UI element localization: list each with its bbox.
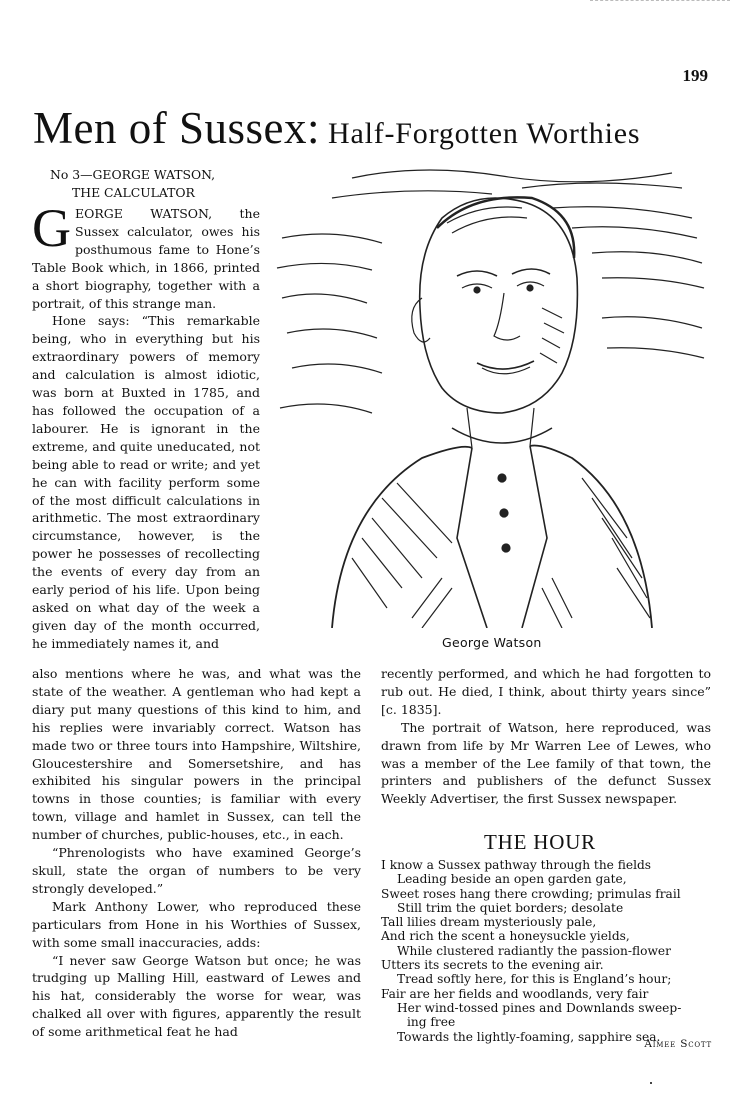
poem-line: And rich the scent a honeysuckle yields, (381, 929, 630, 944)
poem-title: THE HOUR (484, 830, 596, 854)
poem-line: Tread softly here, for this is England’s hour; (397, 972, 672, 987)
section-heading (50, 166, 250, 202)
print-speck (650, 1082, 652, 1084)
poem-line: Leading beside an open garden gate, (397, 872, 627, 887)
article-paragraph-2: Hone says: “This remarkable being, who in everything but his extraordinary powers of memory and calculation is almost idiotic, was born at Buxted in 1785, and has followed the occupation of a labourer. He is ignorant in the extreme, and quite uneducated, not being able to read or write; and yet he can with facility perform some of the most difficult calculations in arithmetic. The most extraordinary circumstance, however, is the power he possesses of recollecting the events of every day from an early period of his life. Upon being asked on what day of the week a given day of the month occurred, he immediately names it, and (32, 313, 260, 651)
section-heading-line2: THE CALCULATOR (72, 185, 195, 200)
poem-line: Sweet roses hang there crowding; primulas frail (381, 886, 681, 901)
poem-line: Still trim the quiet borders; desolate (397, 900, 624, 915)
poem-line: Fair are her fields and woodlands, very fair (381, 986, 649, 1001)
poem-line: Towards the lightly-foaming, sapphire sea. (397, 1029, 661, 1044)
article-paragraph-6: The portrait of Watson, here reproduced, was drawn from life by Mr Warren Lee of Lewes, who was a member of the Lee family of that town, the printers and publishers of the defunct Sussex Weekly Advertiser, the first Sussex newspaper. (381, 719, 711, 807)
title-main: Men of Sussex: (33, 103, 320, 153)
page-title (33, 102, 640, 154)
article-p1-text: EORGE WATSON, the Sussex calculator, owes his posthumous fame to Hone’s Table Book which, in 1866, printed a short biography, together with a portrait, of this strange man. (32, 206, 260, 311)
top-edge-mark (590, 0, 730, 3)
poem-line: While clustered radiantly the passion-flower (397, 943, 671, 958)
poem-line: Tall lilies dream mysteriously pale, (381, 915, 597, 930)
poem-line: Utters its secrets to the evening air. (381, 958, 604, 973)
article-paragraph-4: Mark Anthony Lower, who reproduced these particulars from Hone in his Worthies of Sussex, with some small inaccuracies, adds: (32, 898, 361, 950)
article-paragraph-1 (32, 198, 260, 312)
article-paragraph-2-cont: also mentions where he was, and what was the state of the weather. A gentleman who had kept a diary put many questions of this kind to him, and his replies were invariably correct. Watson has made two or three tours into Hampshire, Wiltshire, Gloucestershire and Somersetshire, and has exhibited his singular powers in the principal towns in those counties; is familiar with every town, village and hamlet in Sussex, can tell the number of churches, public-houses, etc., in each. (32, 666, 361, 843)
article-left-column (32, 198, 260, 653)
portrait-caption: George Watson (442, 635, 542, 650)
poem-line: Her wind-tossed pines and Downlands sweep- (397, 1000, 682, 1015)
section-heading-line1: No 3—GEORGE WATSON, (50, 167, 216, 182)
article-wide-column (32, 665, 361, 1041)
poem-line: I know a Sussex pathway through the fields (381, 858, 652, 872)
page-number: 199 (682, 66, 708, 85)
title-subtitle: Half-Forgotten Worthies (328, 117, 641, 150)
poem-author: Aimee Scott (644, 1038, 712, 1050)
article-paragraph-3: “Phrenologists who have examined George’s skull, state the organ of numbers to be very strongly developed.” (32, 845, 361, 896)
portrait-illustration (272, 158, 712, 628)
poem-line: ing free (407, 1015, 456, 1030)
poem-body (381, 858, 716, 1044)
article-paragraph-5-cont: recently performed, and which he had forgotten to rub out. He died, I think, about thirty years since” [c. 1835]. (381, 666, 711, 717)
drop-cap: G (32, 198, 71, 258)
article-right-column (381, 665, 711, 808)
article-paragraph-5: “I never saw George Watson but once; he was trudging up Malling Hill, eastward of Lewes and his hat, considerably the worse for wear, was chalked all over with figures, apparently the result of some arithmetical feat he had (32, 952, 361, 1040)
